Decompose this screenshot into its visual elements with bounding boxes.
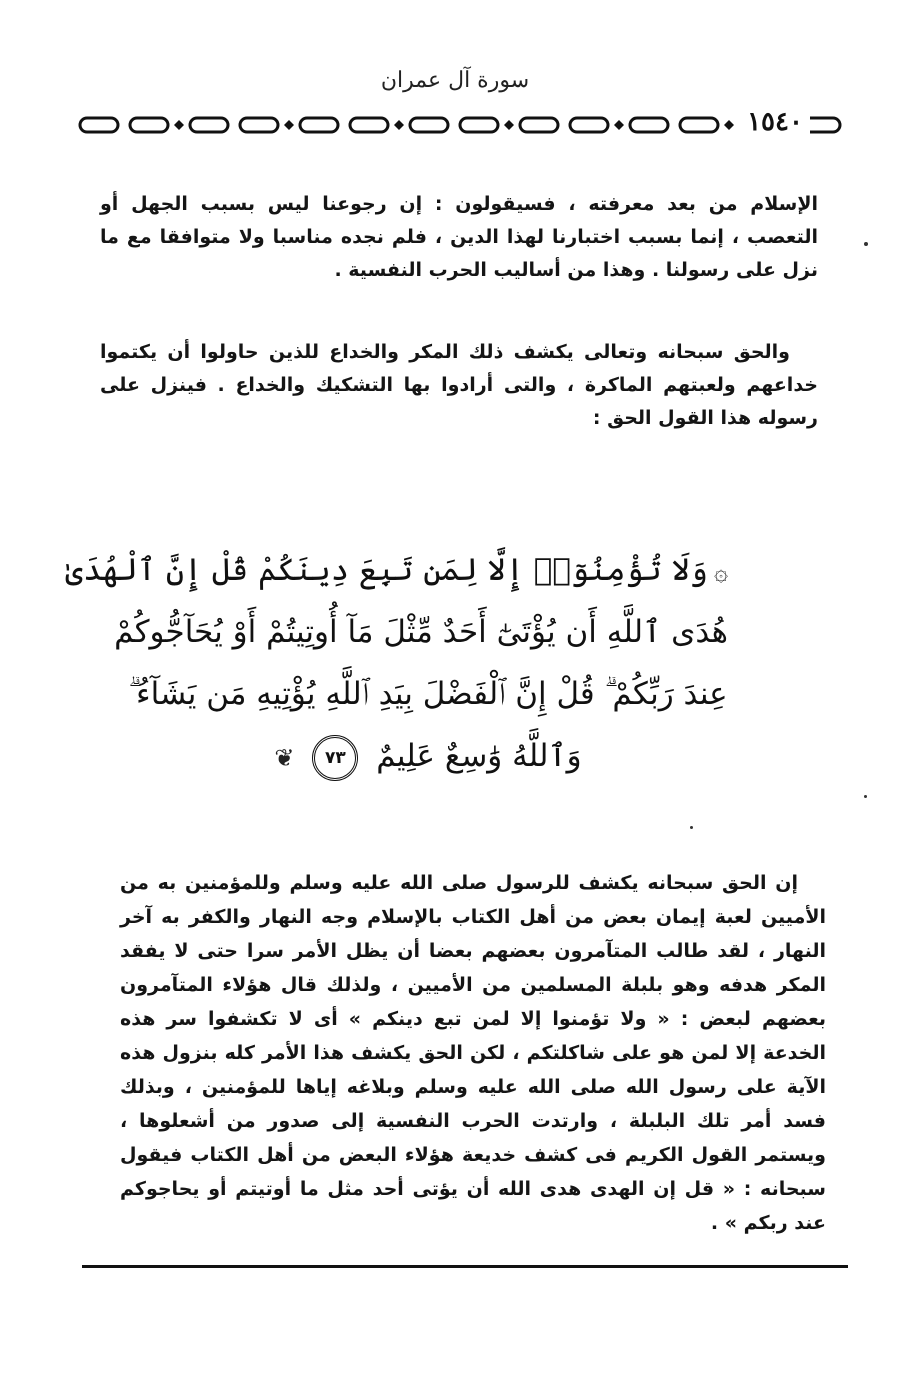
footer-rule	[82, 1265, 848, 1268]
page-number: ١٥٤٠	[740, 104, 810, 140]
margin-mark	[864, 795, 867, 798]
header-ornament-band	[78, 112, 848, 138]
paragraph-1: الإسلام من بعد معرفته ، فسيقولون : إن رجوعنا ليس بسبب الجهل أو التعصب ، إنما بسبب اختبارنا لهذا الدين ، فلم نجده مناسبا ولا متوافقا مع ما نزل على رسولنا . وهذا من أساليب الحرب النفسية .	[100, 193, 818, 281]
verse-line-1-text: وَلَا تُؤْمِنُوٓا۟ إِلَّا لِمَن تَبِعَ دِينَكُمْ قُلْ إِنَّ ٱلْهُدَىٰ	[65, 552, 708, 588]
verse-line-4	[128, 726, 728, 788]
margin-mark	[864, 242, 868, 246]
verse-number-medallion: ٧٣	[312, 735, 358, 781]
quran-verse-block	[65, 540, 728, 790]
verse-line-3: عِندَ رَبِّكُمْ ۗ قُلْ إِنَّ ٱلْفَضْلَ بِيَدِ ٱللَّهِ يُؤْتِيهِ مَن يَشَآءُ ۗ	[128, 676, 728, 712]
verse-line-2: هُدَى ٱللَّهِ أَن يُؤْتَىٰٓ أَحَدٌ مِّثْلَ مَآ أُوتِيتُمْ أَوْ يُحَآجُّوكُمْ	[114, 614, 728, 650]
verse-open-ornament-icon: ۞	[713, 558, 728, 586]
paragraph-2: والحق سبحانه وتعالى يكشف ذلك المكر والخداع للذين حاولوا أن يكتموا خداعهم ولعبتهم الماكرة ، والتى أرادوا بها التشكيك والخداع . فينزل على رسوله هذا القول الحق :	[100, 341, 818, 429]
margin-mark	[690, 826, 693, 829]
paragraph-3: إن الحق سبحانه يكشف للرسول صلى الله عليه وسلم وللمؤمنين به من الأميين لعبة إيمان بعض من أهل الكتاب بالإسلام وجه النهار والكفر به آخر النهار ، لقد طالب المتآمرون بعضهم بعضا أن يظل الأمر سرا حتى لا يفقد المكر هدفه وهو بلبلة المسلمين من الأميين ، ولذلك قال هؤلاء المتآمرون بعضهم لبعض : « ولا تؤمنوا إلا لمن تبع دينكم » أى لا تكشفوا سر هذه الخدعة إلا لمن هو على شاكلتكم ، لكن الحق يكشف هذا الأمر كله بنزول هذه الآية على رسول الله صلى الله عليه وسلم وبلاغه إياها للمؤمنين ، وبذلك فسد أمر تلك البلبلة ، وارتدت الحرب النفسية إلى صدور من أشعلوها ، ويستمر القول الكريم فى كشف خديعة هؤلاء البعض من أهل الكتاب فيقول سبحانه : « قل إن الهدى هدى الله أن يؤتى أحد مثل ما أوتيتم أو يحاجوكم عند ربكم » .	[120, 872, 826, 1234]
verse-line-4-text: وَٱللَّهُ وَٰسِعٌ عَلِيمٌ	[376, 738, 582, 774]
verse-close-ornament-icon: ❦	[274, 743, 295, 772]
verse-line-1	[65, 540, 728, 602]
surah-title: سورة آل عمران	[380, 68, 530, 93]
